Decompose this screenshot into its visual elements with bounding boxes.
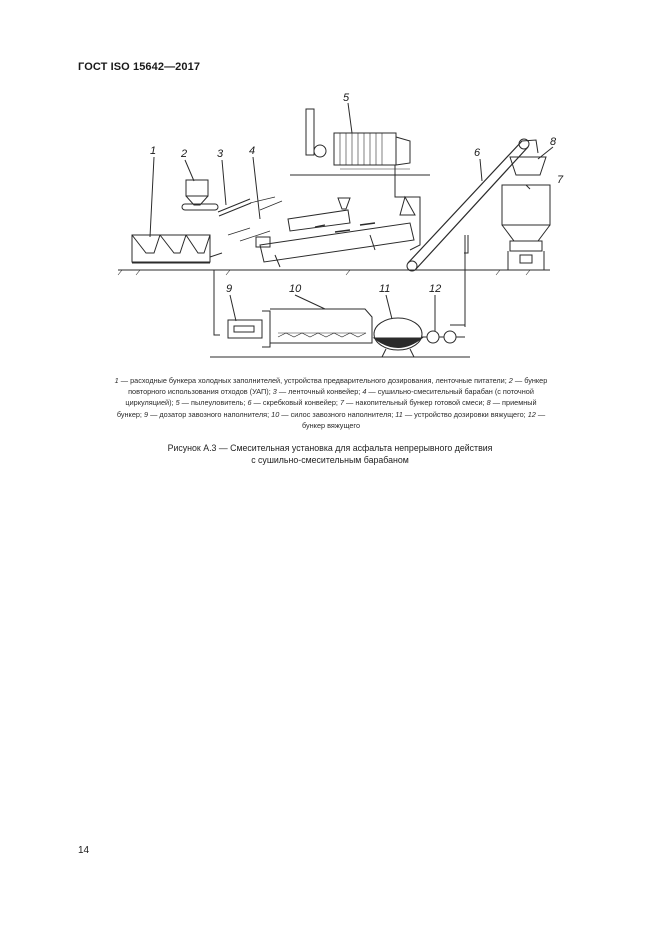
callout-3: 3 [217, 148, 224, 160]
legend-text: — накопительный бункер готовой смеси; [344, 398, 487, 408]
callout-9: 9 [226, 283, 233, 295]
legend-text: — устройство дозировки вяжущего; [402, 409, 528, 419]
legend-num: 10 [271, 409, 280, 419]
asphalt-plant-diagram [110, 85, 570, 370]
legend-text: — скребковый конвейер; [251, 398, 340, 408]
legend-num: 8 [486, 398, 491, 408]
caption-line-1: Рисунок А.3 — Смесительная установка для асфальта непрерывного действия [167, 443, 493, 453]
legend-text: — приемный бункер; [116, 398, 537, 419]
callout-8: 8 [550, 136, 557, 148]
callout-12: 12 [429, 283, 442, 295]
legend-text: — силос завозного наполнителя; [279, 409, 396, 419]
legend-text: — сушильно-смесительный барабан (с поточной циркуляцией); [125, 387, 534, 408]
figure-legend [112, 375, 550, 431]
legend-text: — бункер повторного использования отходов (УАП); [128, 376, 548, 397]
legend-text: — расходные бункера холодных заполнителей, устройства предварительного дозирования, ленточные питатели; [118, 376, 509, 385]
callout-2: 2 [181, 148, 188, 160]
legend-num: 2 [508, 376, 513, 385]
caption-line-2: с сушильно-смесительным барабаном [251, 454, 409, 465]
callout-5: 5 [343, 92, 350, 104]
legend-num: 5 [175, 398, 180, 408]
legend-text: — ленточный конвейер; [276, 387, 363, 397]
legend-num: 6 [247, 398, 252, 408]
page-number: 14 [78, 845, 90, 856]
callout-10: 10 [289, 283, 302, 295]
legend-text: — пылеуловитель; [179, 398, 248, 408]
legend-num: 3 [272, 387, 277, 397]
legend-num: 12 [527, 409, 536, 419]
callout-11: 11 [379, 283, 391, 295]
callout-1: 1 [150, 145, 157, 157]
legend-num: 1 [114, 376, 119, 385]
legend-text: — дозатор завозного наполнителя; [148, 409, 272, 419]
legend-num: 11 [395, 409, 403, 419]
figure-caption [100, 443, 560, 466]
callout-7: 7 [557, 174, 564, 186]
callout-4: 4 [249, 145, 256, 157]
legend-num: 7 [339, 398, 345, 408]
legend-num: 4 [362, 387, 367, 397]
standard-header: ГОСТ ISO 15642—2017 [78, 61, 201, 73]
callout-6: 6 [474, 147, 481, 159]
legend-num: 9 [144, 409, 149, 419]
legend-text: — бункер вяжущего [301, 409, 546, 430]
